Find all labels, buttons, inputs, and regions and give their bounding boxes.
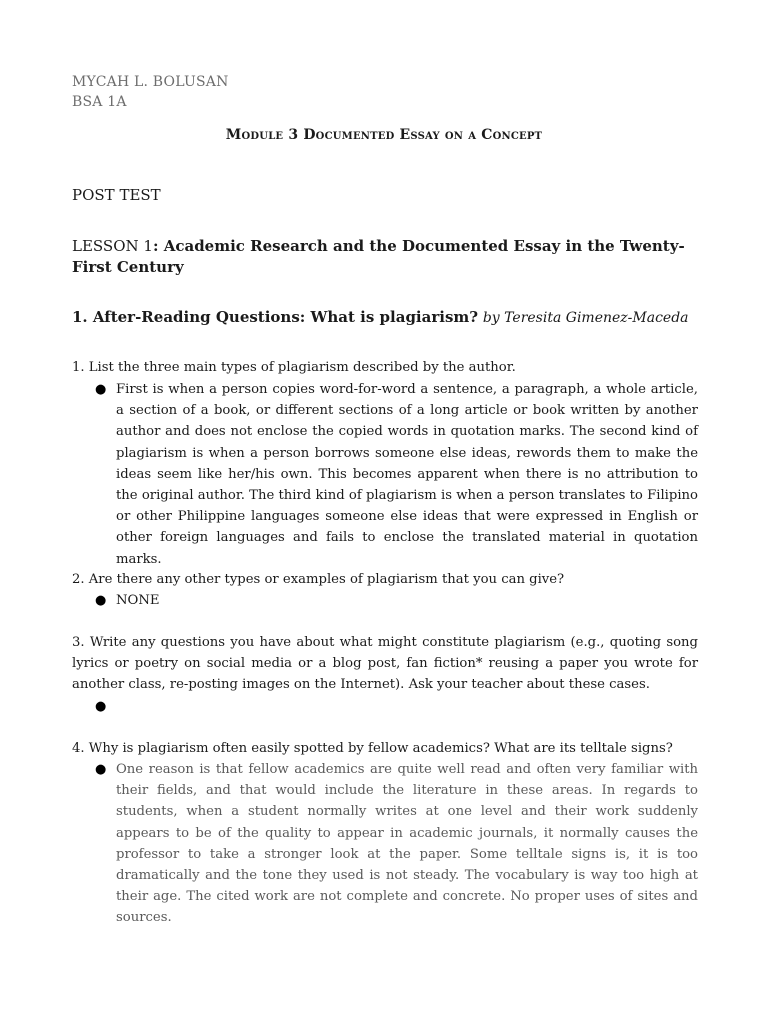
student-name: MYCAH L. BOLUSAN	[72, 74, 229, 90]
bullet-icon: ●	[95, 382, 107, 397]
answer-4	[95, 759, 698, 929]
question-3: 3. Write any questions you have about what might constitute plagiarism (e.g., quoting song lyrics or poetry on social media or a blog post, fan fiction* reusing a paper you wrote for another class, re-posting images on the Internet). Ask your teacher about these cases.	[72, 635, 698, 693]
answer-2-text: NONE	[116, 593, 160, 608]
reading-author: by Teresita Gimenez-Maceda	[482, 310, 689, 326]
question-2: 2. Are there any other types or examples of plagiarism that you can give?	[72, 572, 565, 587]
reading-prefix: 1. After-Reading Questions	[72, 308, 300, 326]
answer-1-text: First is when a person copies word-for-word a sentence, a paragraph, a whole article, a section of a book, or different sections of a long article or book written by another author and does not enclose the copied words in quotation marks. The second kind of plagiarism is when a person borrows someone else ideas, rewords them to make the ideas seem like her/his own. This becomes apparent when there is no attribution to the original author. The third kind of plagiarism is when a person translates to Filipino or other Philippine languages someone else ideas that were expressed in English or other foreign languages and fails to enclose the translated material in quotation marks.	[116, 382, 698, 567]
post-test-heading: POST TEST	[72, 186, 161, 204]
student-section: BSA 1A	[72, 94, 127, 110]
question-4: 4. Why is plagiarism often easily spotted by fellow academics? What are its telltale signs?	[72, 741, 673, 756]
answer-3	[95, 696, 698, 717]
module-title: Module 3 Documented Essay on a Concept	[225, 127, 543, 143]
lesson-title: : Academic Research and the Documented Essay in the Twenty-First Century	[72, 237, 685, 276]
bullet-icon: ●	[95, 762, 107, 777]
answer-2	[95, 590, 698, 611]
question-1: 1. List the three main types of plagiarism described by the author.	[72, 360, 516, 375]
reading-heading	[72, 308, 712, 326]
reading-title: : What is plagiarism?	[299, 308, 479, 326]
bullet-icon: ●	[95, 593, 107, 608]
answer-4-text: One reason is that fellow academics are quite well read and often very familiar with their fields, and that would include the literature in these areas. In regards to students, when a student normally writes at one level and their work suddenly appears to be of the quality to appear in academic journals, it normally causes the professor to take a stronger look at the paper. Some telltale signs is, it is too dramatically and the tone they used is not steady. The vocabulary is way too high at their age. The cited work are not complete and concrete. No proper uses of sites and sources.	[116, 762, 698, 926]
bullet-icon: ●	[95, 699, 107, 714]
answer-1	[95, 379, 698, 570]
lesson-label: LESSON 1	[72, 237, 153, 255]
lesson-heading	[72, 236, 698, 278]
